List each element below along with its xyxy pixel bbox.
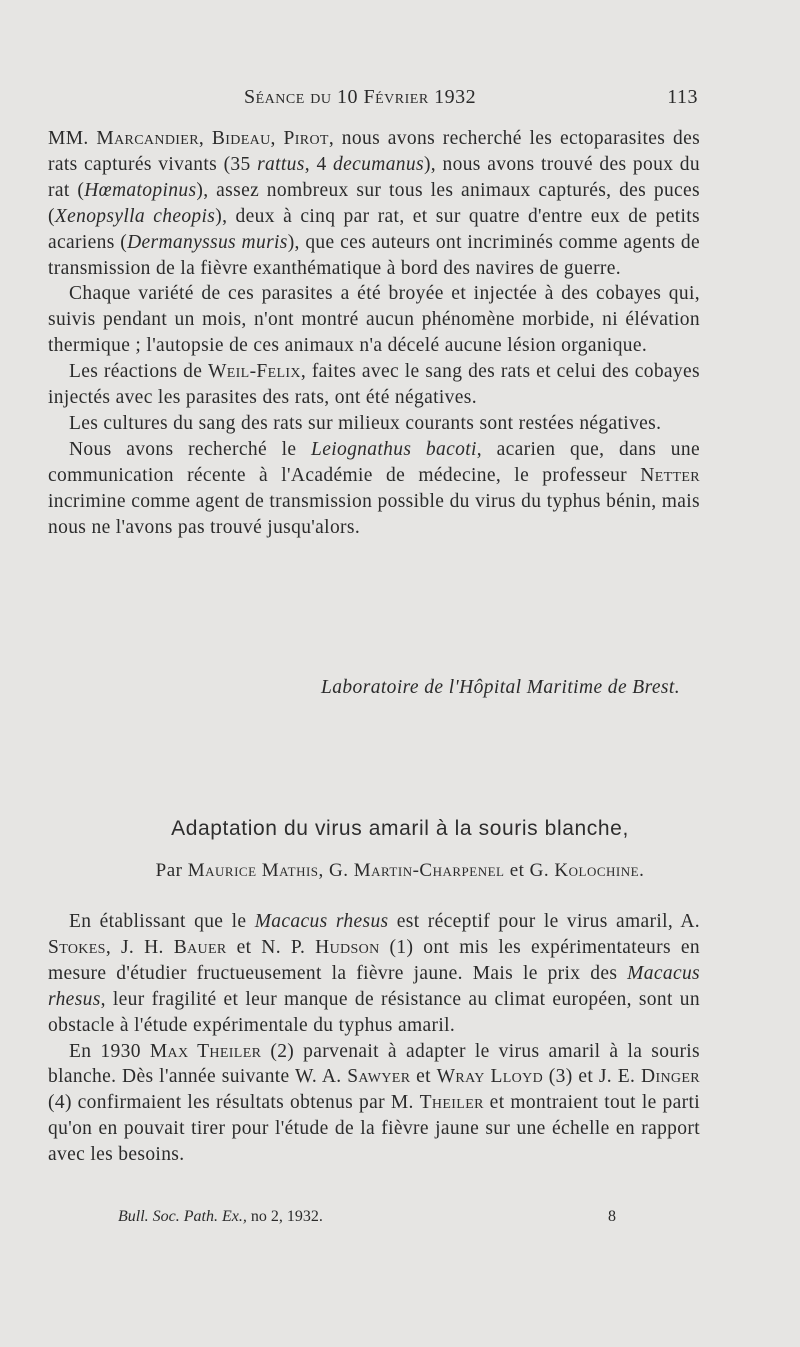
paragraph: MM. Marcandier, Bideau, Pirot, nous avons recherché les ectoparasites des rats capturés vivants (35 rattus, 4 decumanus), nous avons trouvé des poux du rat (Hœmatopinus), assez nombreux sur tous les animaux capturés, des puces (Xenopsylla cheopis), deux à cinq par rat, et sur quatre d'entre eux de petits acariens (Dermanyssus muris), que ces auteurs ont incriminés comme agents de transmission de la fièvre exanthématique à bord des navires de guerre. [48, 128, 701, 279]
affiliation: Laboratoire de l'Hôpital Maritime de Brest. [321, 677, 680, 698]
journal-citation: Bull. Soc. Path. Ex., no 2, 1932. [118, 1208, 323, 1225]
author-name: Max Theiler [149, 1040, 262, 1062]
species-name: Xenopsylla cheopis [54, 205, 216, 227]
paragraph: Nous avons recherché le Leiognathus bacoti, acarien que, dans une communication récente à l'Académie de médecine, le professeur Netter incrimine comme agent de transmission possible du virus du typhus bénin, mais nous ne l'avons pas trouvé jusqu'alors. [48, 438, 701, 538]
author-name: Dinger [641, 1066, 700, 1088]
paragraph: En 1930 Max Theiler (2) parvenait à adapter le virus amaril à la souris blanche. Dès l'année suivante W. A. Sawyer et Wray Lloyd (3) et J. E. Dinger (4) confirmaient les résultats obtenus par M. Theiler et montraient tout le parti qu'on en pouvait tirer pour l'étude de la fièvre jaune sur une échelle en rapport avec les besoins. [48, 1040, 700, 1166]
author-name: Wray Lloyd [436, 1066, 544, 1088]
author-name: Pirot [283, 128, 329, 149]
paragraph: Chaque variété de ces parasites a été broyée et injectée à des cobayes qui, suivis pendant un mois, n'ont montré aucun phénomène morbide, ni élévation thermique ; l'autopsie de ces animaux n'a décelé aucune lésion organique. [48, 283, 700, 357]
species-name: Macacus rhesus [254, 911, 389, 932]
author-name: Kolochine [554, 860, 640, 881]
section-body [48, 126, 700, 541]
author-name: Hudson [315, 936, 380, 958]
author-name: Bauer [173, 936, 227, 958]
species-name: Leiognathus bacoti [311, 438, 477, 460]
signature-mark: 8 [608, 1208, 616, 1225]
author-name: Maurice Mathis [187, 860, 319, 881]
issue-number: no 2, 1932. [250, 1208, 323, 1225]
species-name: Macacus rhesus [48, 962, 700, 1010]
article-title: Adaptation du virus amaril à la souris blanche, [171, 817, 629, 840]
page-footer [48, 1208, 700, 1232]
paragraph: Les cultures du sang des rats sur milieux courants sont restées négatives. [69, 412, 662, 434]
author-name: Marcandier [96, 128, 199, 149]
author-name: Martin-Charpenel [353, 860, 505, 881]
species-name: Dermanyssus muris [127, 231, 288, 253]
species-name: Hœmatopinus [84, 179, 197, 201]
article-body [48, 909, 700, 1168]
species-name: decumanus [333, 153, 424, 175]
author-name: Netter [640, 464, 700, 486]
paragraph: En établissant que le Macacus rhesus est réceptif pour le virus amaril, A. Stokes, J. H. Bauer et N. P. Hudson (1) ont mis les expérimentateurs en mesure d'étudier fructueusement la fièvre jaune. Mais le prix des Macacus rhesus, leur fragilité et leur manque de résistance au climat européen, sont un obstacle à l'étude expérimentale du typhus amaril. [48, 911, 700, 1036]
running-header [48, 86, 698, 114]
paragraph: Les réactions de Weil-Felix, faites avec le sang des rats et celui des cobayes injectés avec les parasites des rats, ont été négatives. [48, 361, 700, 409]
header-title: Séance du 10 Février 1932 [244, 86, 477, 108]
author-name: Sawyer [347, 1066, 411, 1088]
author-name: Theiler [419, 1092, 484, 1114]
species-name: rattus [257, 153, 305, 175]
author-name: Stokes [48, 936, 106, 958]
article-authors: Par Maurice Mathis, G. Martin-Charpenel et G. Kolochine. [155, 860, 645, 881]
author-name: Weil-Felix [208, 361, 301, 383]
author-name: Bideau [211, 128, 271, 149]
page-number: 113 [667, 86, 698, 108]
